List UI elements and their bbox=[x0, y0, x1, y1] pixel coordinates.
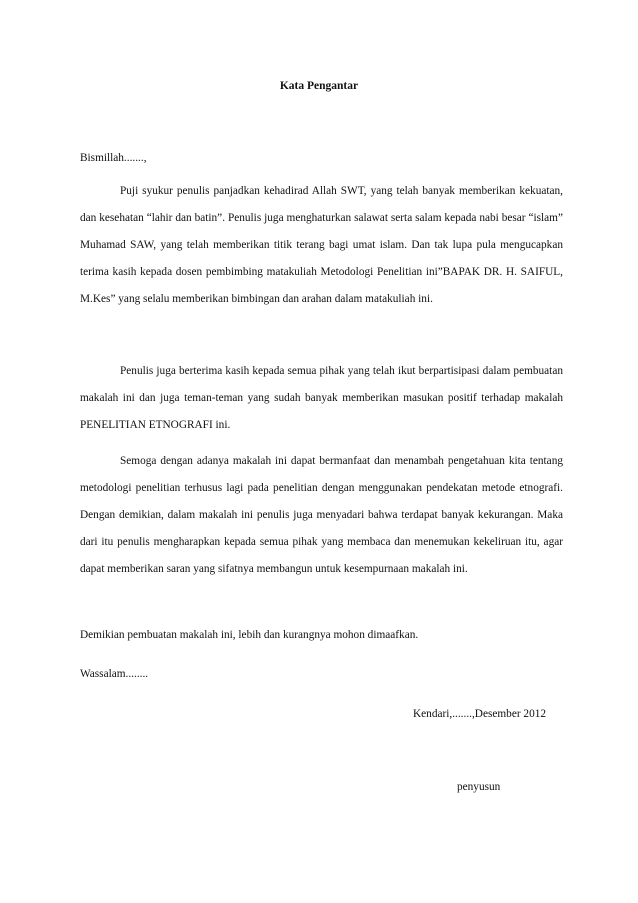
document-title: Kata Pengantar bbox=[279, 80, 359, 92]
paragraph-2: Penulis juga berterima kasih kepada semua pihak yang telah ikut berpartisipasi dalam pembuatan makalah ini dan juga teman-teman yang sudah banyak memberikan masukan positif terhadap makalah PENELITIAN ETNOGRAFI ini. bbox=[80, 365, 563, 431]
paragraph-1: Puji syukur penulis panjadkan kehadirad Allah SWT, yang telah banyak memberikan kekuatan, dan kesehatan “lahir dan batin”. Penulis juga menghaturkan salawat serta salam kepada nabi besar “islam” Muhamad SAW, yang telah memberikan titik terang bagi umat islam. Dan tak lupa pula mengucapkan terima kasih kepada dosen pembimbing matakuliah Metodologi Penelitian ini”BAPAK DR. H. SAIFUL, M.Kes” yang selalu memberikan bimbingan dan arahan dalam matakuliah ini. bbox=[80, 185, 563, 305]
opening-greeting: Bismillah......., bbox=[80, 152, 147, 164]
signature-label: penyusun bbox=[457, 781, 501, 793]
paragraph-3: Semoga dengan adanya makalah ini dapat bermanfaat dan menambah pengetahuan kita tentang metodologi penelitian terhusus lagi pada penelitian dengan menggunakan pendekatan metode etnografi. Dengan demikian, dalam makalah ini penulis juga menyadari bahwa terdapat banyak kekurangan. Maka dari itu penulis mengharapkan kepada semua pihak yang membaca dan menemukan kekeliruan itu, agar dapat memberikan saran yang sifatnya membangun untuk kesempurnaan makalah ini. bbox=[80, 455, 563, 575]
paragraph-3-block bbox=[80, 448, 563, 583]
paragraph-2-block bbox=[80, 358, 563, 439]
place-date: Kendari,.......,Desember 2012 bbox=[413, 708, 547, 720]
paragraph-1-block bbox=[80, 178, 563, 313]
salutation: Wassalam........ bbox=[80, 668, 149, 680]
closing-sentence: Demikian pembuatan makalah ini, lebih dan kurangnya mohon dimaafkan. bbox=[80, 629, 419, 641]
